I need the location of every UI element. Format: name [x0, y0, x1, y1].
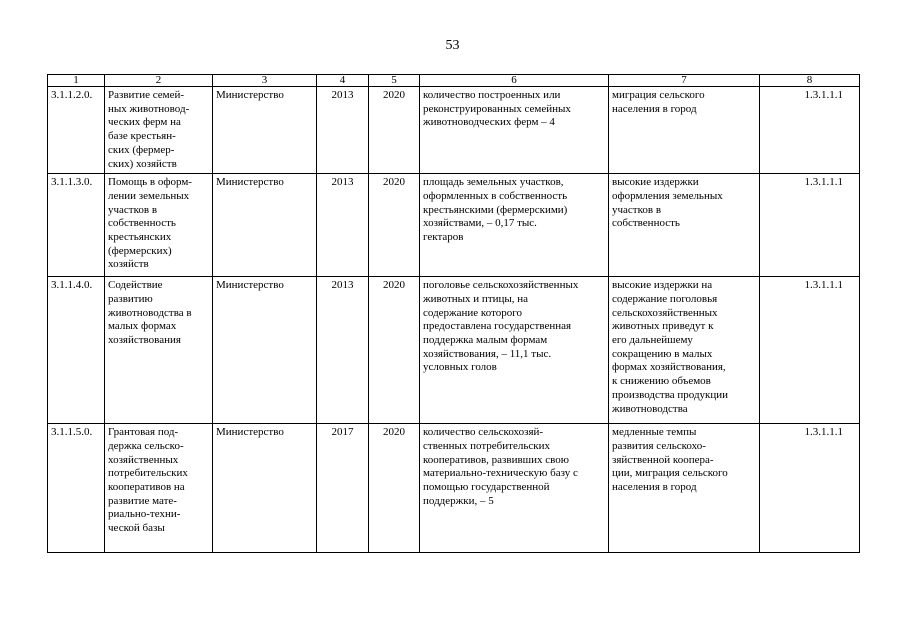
risk-consequence-line: формах хозяйствования, — [612, 361, 726, 374]
table-row — [48, 277, 860, 424]
measure-name-line: Грантовая под- — [108, 426, 179, 439]
measure-name — [105, 174, 213, 277]
expected-result-line: площадь земельных участков, — [423, 176, 564, 189]
measure-name-line: Содействие — [108, 279, 163, 292]
expected-result-line: хозяйствования, – 11,1 тыс. — [423, 347, 552, 360]
executor: Министерство — [213, 424, 317, 553]
expected-result-line: поддержка малым формам — [423, 334, 548, 347]
expected-result-line: животных и птицы, на — [423, 292, 529, 305]
expected-result — [420, 277, 609, 424]
risk-consequence-line: его дальнейшему — [612, 334, 693, 347]
expected-result-line: условных голов — [423, 361, 497, 374]
table-body — [48, 75, 860, 553]
risk-consequence-line: оформления земельных — [612, 189, 723, 202]
risk-consequence-line: сельскохозяйственных — [612, 306, 718, 319]
risk-consequence-line: к снижению объемов — [612, 375, 711, 388]
measure-name-line: хозяйств — [108, 258, 149, 271]
measure-name-line: ческих ферм на — [108, 116, 181, 129]
expected-result-line: количество сельскохозяй- — [423, 426, 544, 439]
measure-name-line: (фермерских) — [108, 244, 172, 257]
end-year: 2020 — [369, 174, 420, 277]
measure-name-line: ских (фермер- — [108, 143, 175, 156]
header-cell: 3 — [213, 75, 317, 87]
expected-result-line: материально-техническую базу с — [423, 467, 578, 480]
measure-code: 3.1.1.3.0. — [48, 174, 105, 277]
measure-name-line: крестьянских — [108, 231, 172, 244]
header-cell: 5 — [369, 75, 420, 87]
header-cell: 1 — [48, 75, 105, 87]
indicator-link: 1.3.1.1.1 — [760, 174, 860, 277]
risk-consequence-line: ции, миграция сельского — [612, 467, 728, 480]
expected-result — [420, 424, 609, 553]
measure-name-line: хозяйственных — [108, 453, 179, 466]
measure-name-line: участков в — [108, 203, 158, 216]
measure-name-line: Помощь в оформ- — [108, 176, 192, 189]
end-year: 2020 — [369, 424, 420, 553]
end-year: 2020 — [369, 87, 420, 174]
expected-result — [420, 174, 609, 277]
risk-consequence-line: высокие издержки — [612, 176, 699, 189]
expected-result-line: кооперативов, развивших свою — [423, 453, 569, 466]
expected-result-line: содержание которого — [423, 306, 522, 319]
header-cell: 4 — [317, 75, 369, 87]
executor: Министерство — [213, 277, 317, 424]
risk-consequence-line: содержание поголовья — [612, 292, 718, 305]
risk-consequence-line: животных приведут к — [612, 320, 714, 333]
header-cell: 7 — [609, 75, 760, 87]
measure-name-line: развитию — [108, 292, 153, 305]
risk-consequence-line: медленные темпы — [612, 426, 697, 439]
indicator-link: 1.3.1.1.1 — [760, 87, 860, 174]
indicator-link: 1.3.1.1.1 — [760, 424, 860, 553]
measure-name-line: риально-техни- — [108, 508, 181, 521]
risk-consequence-line: зяйственной коопера- — [612, 453, 714, 466]
expected-result-line: поддержки, – 5 — [423, 494, 494, 507]
table-header-row — [48, 75, 860, 87]
risk-consequence-line: высокие издержки на — [612, 279, 713, 292]
expected-result-line: животноводческих ферм – 4 — [423, 116, 555, 129]
risk-consequence-line: животноводства — [612, 402, 688, 415]
expected-result-line: предоставлена государственная — [423, 320, 572, 333]
measure-name-line: потребительских — [108, 467, 188, 480]
measures-table — [47, 74, 860, 553]
measure-name — [105, 87, 213, 174]
measure-name-line: ских) хозяйств — [108, 157, 177, 170]
measure-code: 3.1.1.2.0. — [48, 87, 105, 174]
risk-consequence-line: развития сельскохо- — [612, 439, 706, 452]
risk-consequence-line: миграция сельского — [612, 89, 705, 101]
risk-consequence-line: населения в город — [612, 481, 697, 494]
measure-name-line: малых формах — [108, 320, 177, 333]
header-cell: 2 — [105, 75, 213, 87]
measure-name-line: ных животновод- — [108, 102, 190, 115]
executor: Министерство — [213, 174, 317, 277]
measure-name — [105, 277, 213, 424]
measure-name-line: ческой базы — [108, 522, 165, 535]
expected-result-line: крестьянскими (фермерскими) — [423, 203, 568, 216]
measure-code: 3.1.1.5.0. — [48, 424, 105, 553]
measure-name — [105, 424, 213, 553]
end-year: 2020 — [369, 277, 420, 424]
risk-consequence — [609, 174, 760, 277]
start-year: 2013 — [317, 174, 369, 277]
header-cell: 8 — [760, 75, 860, 87]
risk-consequence — [609, 87, 760, 174]
table-row — [48, 87, 860, 174]
measure-code: 3.1.1.4.0. — [48, 277, 105, 424]
start-year: 2017 — [317, 424, 369, 553]
expected-result-line: ственных потребительских — [423, 439, 550, 452]
expected-result — [420, 87, 609, 174]
risk-consequence — [609, 277, 760, 424]
measure-name-line: держка сельско- — [108, 439, 184, 452]
measure-name-line: собственность — [108, 217, 176, 230]
expected-result-line: реконструированных семейных — [423, 102, 571, 115]
indicator-link: 1.3.1.1.1 — [760, 277, 860, 424]
measure-name-line: развитие мате- — [108, 494, 177, 507]
risk-consequence-line: участков в — [612, 203, 662, 216]
risk-consequence-line: производства продукции — [612, 388, 729, 401]
executor: Министерство — [213, 87, 317, 174]
table-row — [48, 424, 860, 553]
risk-consequence-line: собственность — [612, 217, 680, 230]
measure-name-line: кооперативов на — [108, 481, 185, 494]
expected-result-line: оформленных в собственность — [423, 189, 568, 202]
expected-result-line: количество построенных или — [423, 89, 561, 101]
measure-name-line: животноводства в — [108, 306, 192, 319]
expected-result-line: помощью государственной — [423, 481, 550, 494]
measure-name-line: лении земельных — [108, 189, 190, 202]
start-year: 2013 — [317, 87, 369, 174]
measure-name-line: Развитие семей- — [108, 89, 185, 101]
risk-consequence-line: сокращению в малых — [612, 347, 713, 360]
start-year: 2013 — [317, 277, 369, 424]
risk-consequence-line: населения в город — [612, 102, 697, 115]
expected-result-line: гектаров — [423, 231, 464, 244]
expected-result-line: хозяйствами, – 0,17 тыс. — [423, 217, 537, 230]
measure-name-line: хозяйствования — [108, 334, 181, 347]
table-row — [48, 174, 860, 277]
expected-result-line: поголовье сельскохозяйственных — [423, 279, 579, 292]
measure-name-line: базе крестьян- — [108, 130, 176, 143]
risk-consequence — [609, 424, 760, 553]
page-number: 53 — [445, 38, 460, 53]
header-cell: 6 — [420, 75, 609, 87]
